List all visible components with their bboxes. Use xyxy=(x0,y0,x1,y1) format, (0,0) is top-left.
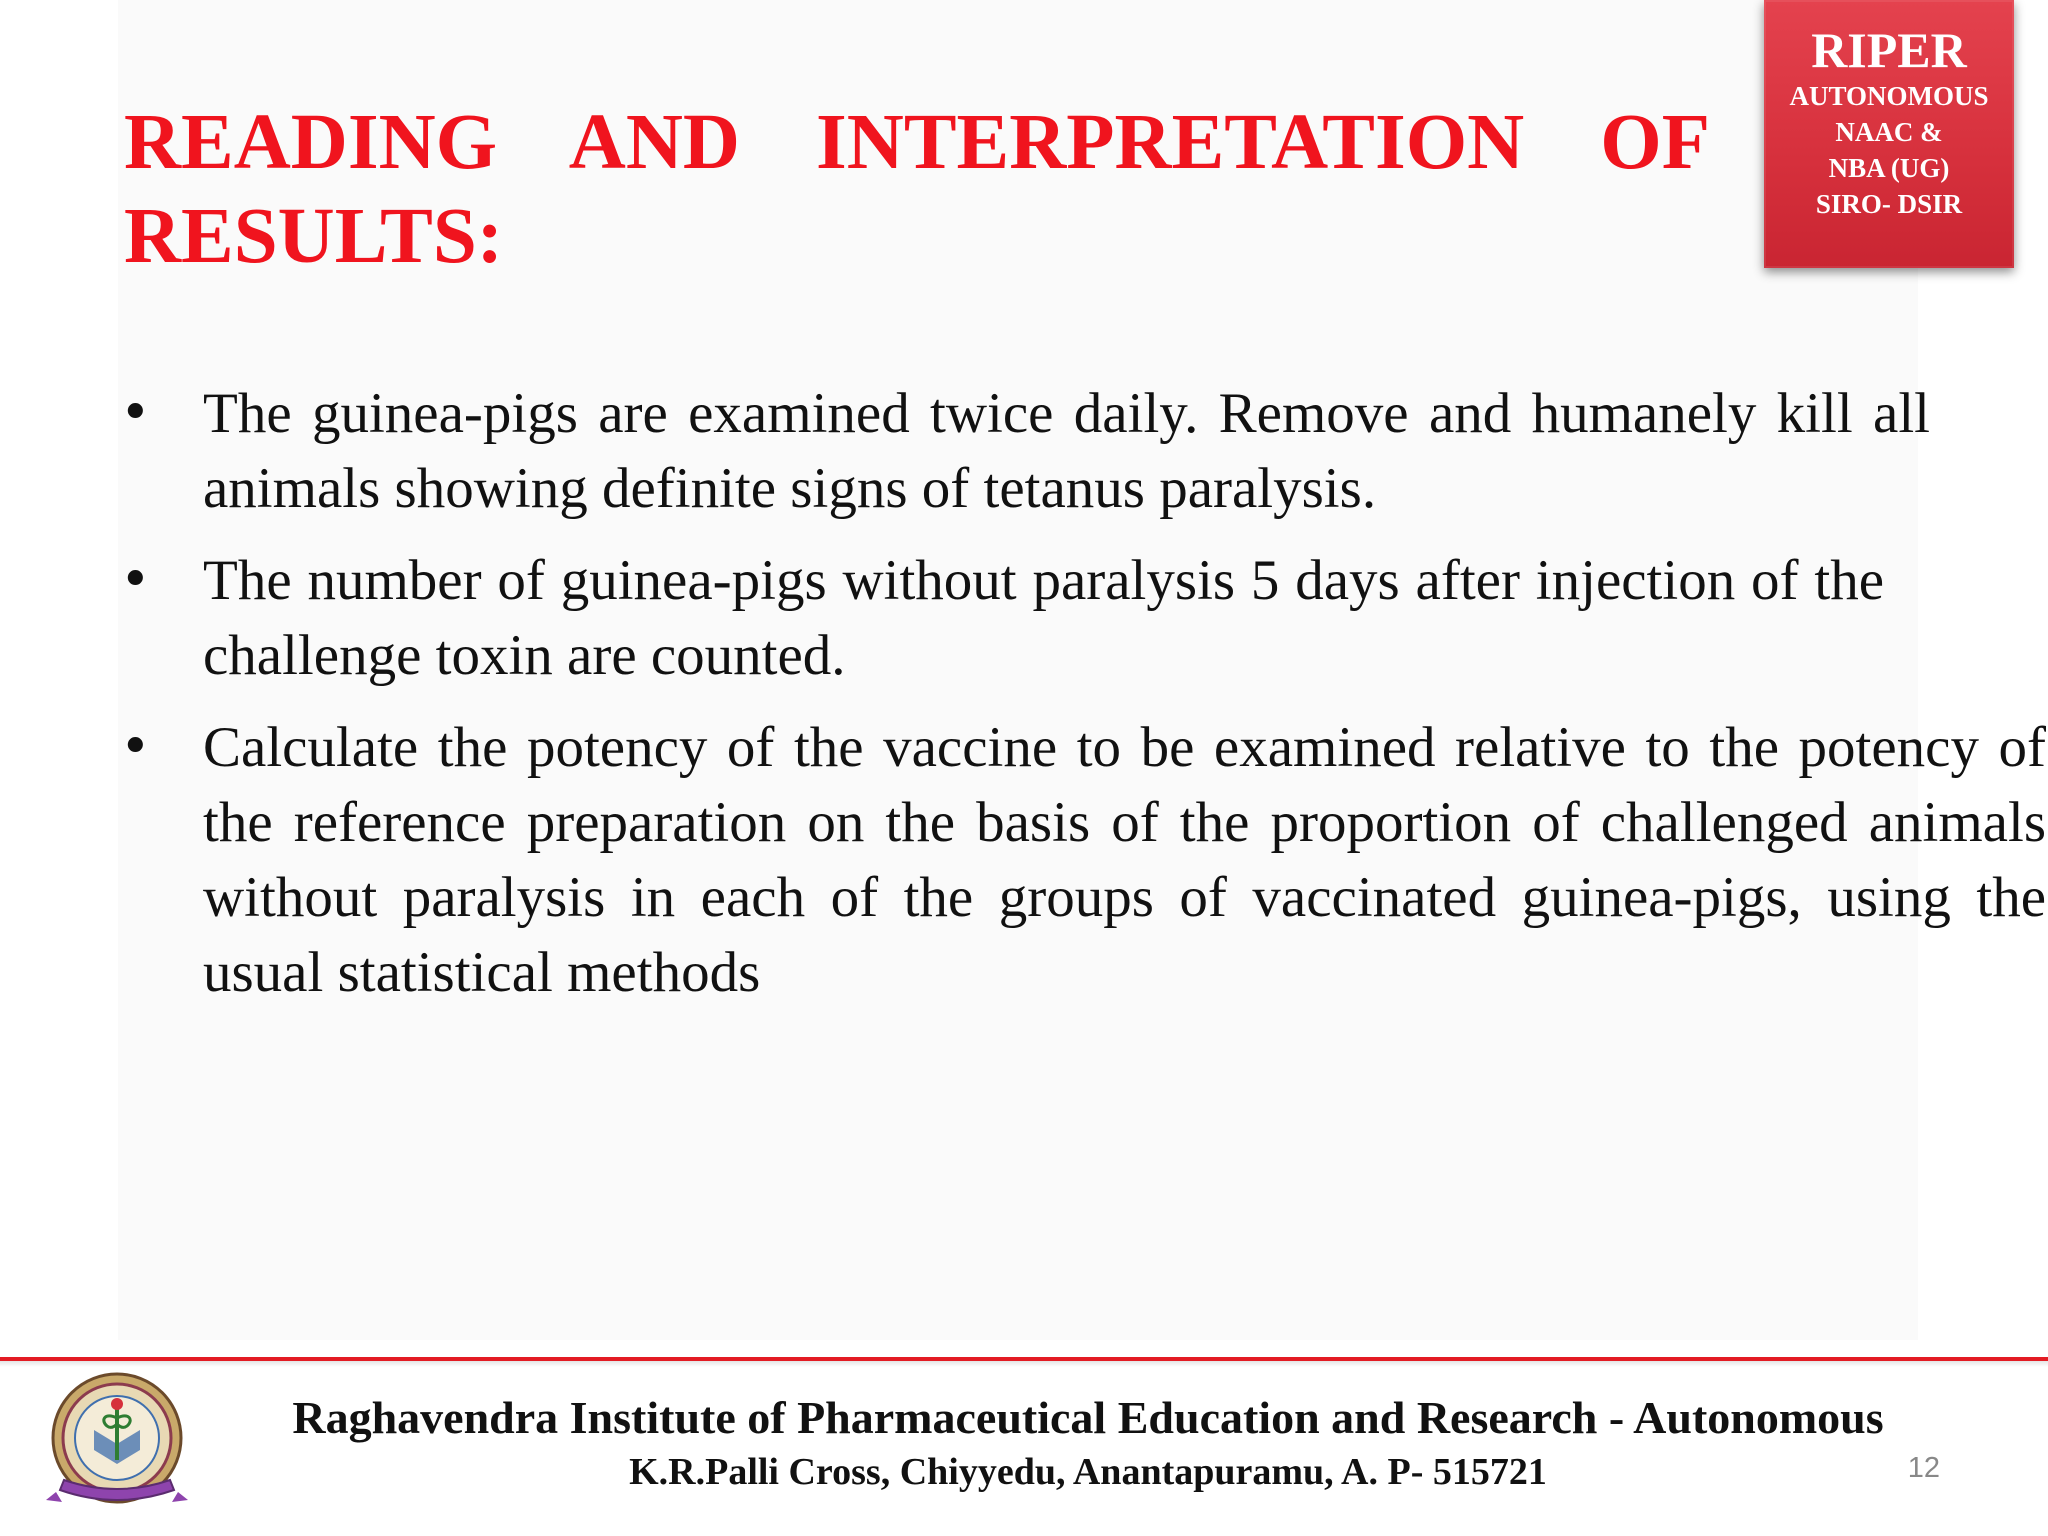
accreditation-badge xyxy=(1764,0,2014,268)
institute-seal-logo xyxy=(42,1368,192,1522)
footer-divider-shadow xyxy=(0,1361,2048,1367)
bullet-dot-icon: • xyxy=(120,550,151,610)
bullet-item xyxy=(120,376,1930,526)
bullet-text: The guinea-pigs are examined twice daily. Remove and humanely kill all animals showing definite signs of tetanus paralysis. xyxy=(203,382,1930,520)
bullet-text: The number of guinea-pigs without paralysis 5 days after injection of the challenge toxin are counted. xyxy=(203,549,1884,687)
bullet-dot-icon: • xyxy=(120,383,151,443)
slide-title: READING AND INTERPRETATION OF RESULTS: xyxy=(124,99,1710,280)
bullet-item xyxy=(120,710,2046,1010)
page-number: 12 xyxy=(1907,1452,1940,1484)
badge-line-nba: NBA (UG) xyxy=(1828,153,1950,183)
footer-institution-name: Raghavendra Institute of Pharmaceutical Education and Research - Autonomous xyxy=(292,1392,1884,1443)
bullet-item xyxy=(120,543,1884,693)
bullet-list xyxy=(120,376,2046,1027)
badge-title: RIPER xyxy=(1811,22,1967,78)
badge-line-autonomous: AUTONOMOUS xyxy=(1789,81,1989,111)
footer-address: K.R.Palli Cross, Chiyyedu, Anantapuramu, A. P- 515721 xyxy=(629,1451,1547,1493)
bullet-text: Calculate the potency of the vaccine to be examined relative to the potency of the reference preparation on the basis of the proportion of challenged animals without paralysis in each of the groups of vaccinated guinea-pigs, using the usual statistical methods xyxy=(203,716,2046,1004)
badge-line-siro: SIRO- DSIR xyxy=(1815,189,1963,219)
badge-line-naac: NAAC & xyxy=(1835,117,1943,147)
bullet-dot-icon: • xyxy=(120,717,151,777)
